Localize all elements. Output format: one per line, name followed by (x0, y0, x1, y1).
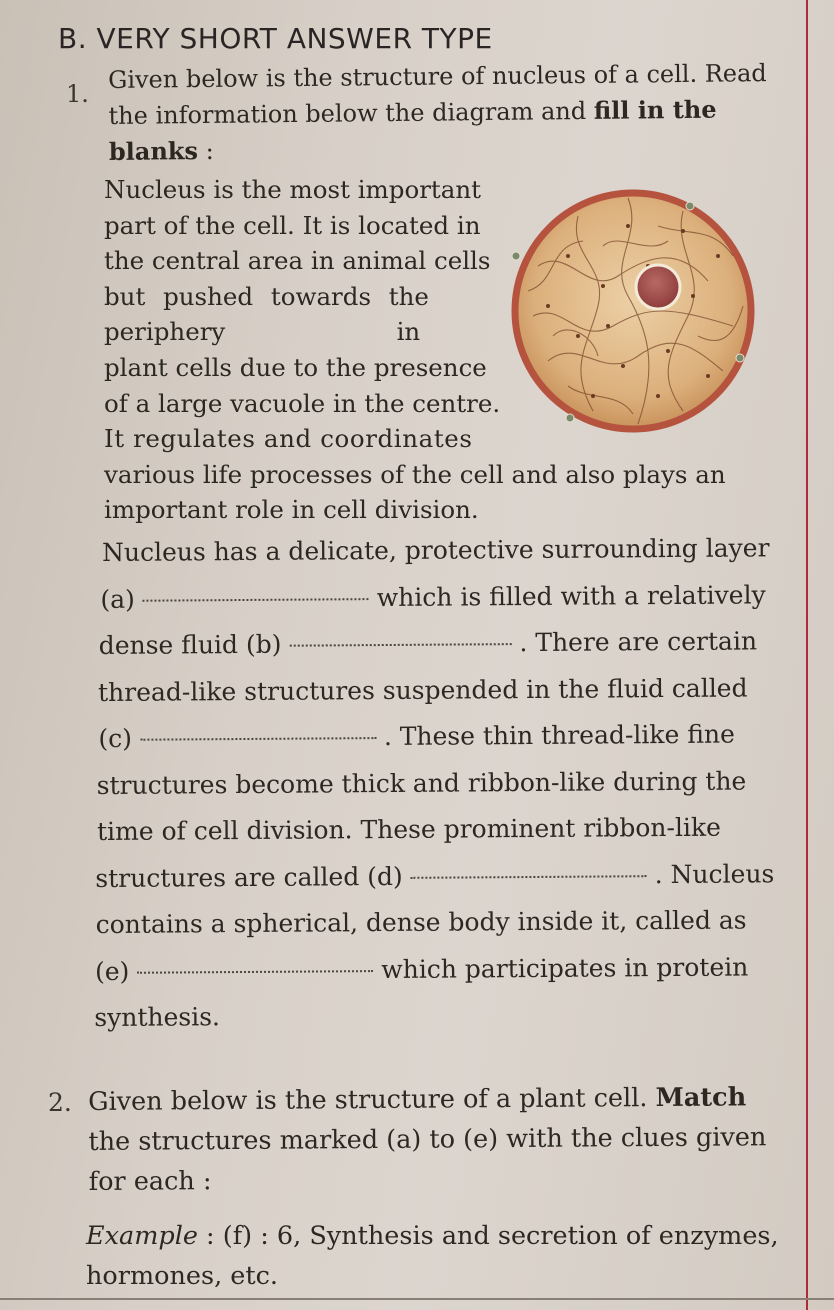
intro-text: the information below the diagram and (108, 96, 594, 130)
fill-line (102, 533, 772, 584)
q2-bold: Match (655, 1082, 747, 1114)
bottom-rule (0, 1298, 834, 1300)
fill-line (96, 905, 775, 956)
example-rest: : (f) : 6, Synthesis and secretion of enzymes, (197, 1221, 779, 1251)
paragraph-line: various life processes of the cell and also plays an (104, 459, 726, 489)
example-label: Example (86, 1221, 198, 1251)
paragraph-line: of a large vacuole in the centre. (104, 388, 501, 418)
nuclear-membrane (515, 193, 751, 429)
paragraph-line: important role in cell division. (104, 495, 479, 525)
fill-text: thread-like structures suspended in the fluid called (97, 672, 748, 707)
fill-line (97, 812, 774, 863)
fill-line (94, 998, 775, 1049)
fill-text: . These thin thread-like fine (383, 719, 735, 752)
example-line (86, 1216, 779, 1256)
fill-line (98, 673, 773, 724)
fill-line (99, 626, 773, 677)
intro-line (108, 91, 767, 134)
blank-c[interactable] (140, 737, 376, 741)
blank-a[interactable] (143, 598, 369, 602)
paragraph-line: the central area in animal cells (104, 246, 491, 276)
fill-text: structures become thick and ribbon-like during the (96, 765, 747, 800)
q2-line: the structures marked (a) to (e) with the clues given (88, 1122, 767, 1157)
intro-line: Given below is the structure of nucleus of a cell. Read (108, 59, 767, 94)
example-text (86, 1216, 779, 1296)
intro-bold: fill in the (593, 94, 717, 125)
intro-bold: blanks (108, 136, 199, 166)
paragraph-line: periphery in (104, 317, 421, 347)
fill-text: dense fluid (b) (98, 629, 282, 661)
q2-line: for each : (88, 1166, 212, 1197)
question-1-number: 1. (66, 80, 89, 108)
paragraph-line: Nucleus is the most important (104, 175, 481, 204)
blank-d[interactable] (411, 875, 647, 879)
margin-line (806, 0, 808, 1310)
fill-line (98, 719, 773, 770)
question-2-number: 2. (48, 1088, 72, 1117)
fill-in-paragraph (94, 533, 776, 1049)
example-line: hormones, etc. (86, 1261, 279, 1291)
fill-text: contains a spherical, dense body inside it, called as (95, 905, 747, 940)
fill-text: . There are certain (519, 626, 758, 658)
nucleus-diagram (508, 186, 758, 436)
fill-line (100, 580, 772, 631)
fill-line (95, 859, 774, 910)
q2-text: Given below is the structure of a plant cell. (88, 1083, 656, 1117)
fill-text: structures are called (d) (95, 861, 403, 893)
q2-line (88, 1077, 766, 1122)
fill-text: (a) (100, 584, 135, 614)
intro-line (109, 127, 768, 170)
fill-text: . Nucleus (654, 858, 775, 889)
question-1-intro (108, 55, 768, 170)
paragraph-line: It regulates and coordinates (104, 424, 473, 454)
fill-text: which participates in protein (381, 951, 749, 984)
fill-text: (e) (94, 956, 130, 986)
fill-text: which is filled with a relatively (376, 579, 766, 612)
fill-text: synthesis. (94, 1002, 221, 1033)
fill-text: time of cell division. These prominent ribbon-like (96, 812, 721, 847)
section-heading: B. VERY SHORT ANSWER TYPE (58, 22, 493, 55)
blank-b[interactable] (289, 643, 511, 647)
fill-text: Nucleus has a delicate, protective surrounding layer (101, 533, 770, 567)
fill-line (95, 952, 775, 1003)
fill-text: (c) (98, 723, 133, 754)
question-2-text (88, 1077, 767, 1202)
fill-line (97, 766, 774, 817)
nucleolus (636, 265, 680, 309)
paragraph-line: part of the cell. It is located in (104, 210, 481, 240)
intro-text: : (197, 136, 214, 166)
blank-e[interactable] (137, 970, 373, 974)
paragraph-line: plant cells due to the presence (104, 352, 487, 382)
paragraph-line: but pushed towards the (104, 281, 429, 311)
